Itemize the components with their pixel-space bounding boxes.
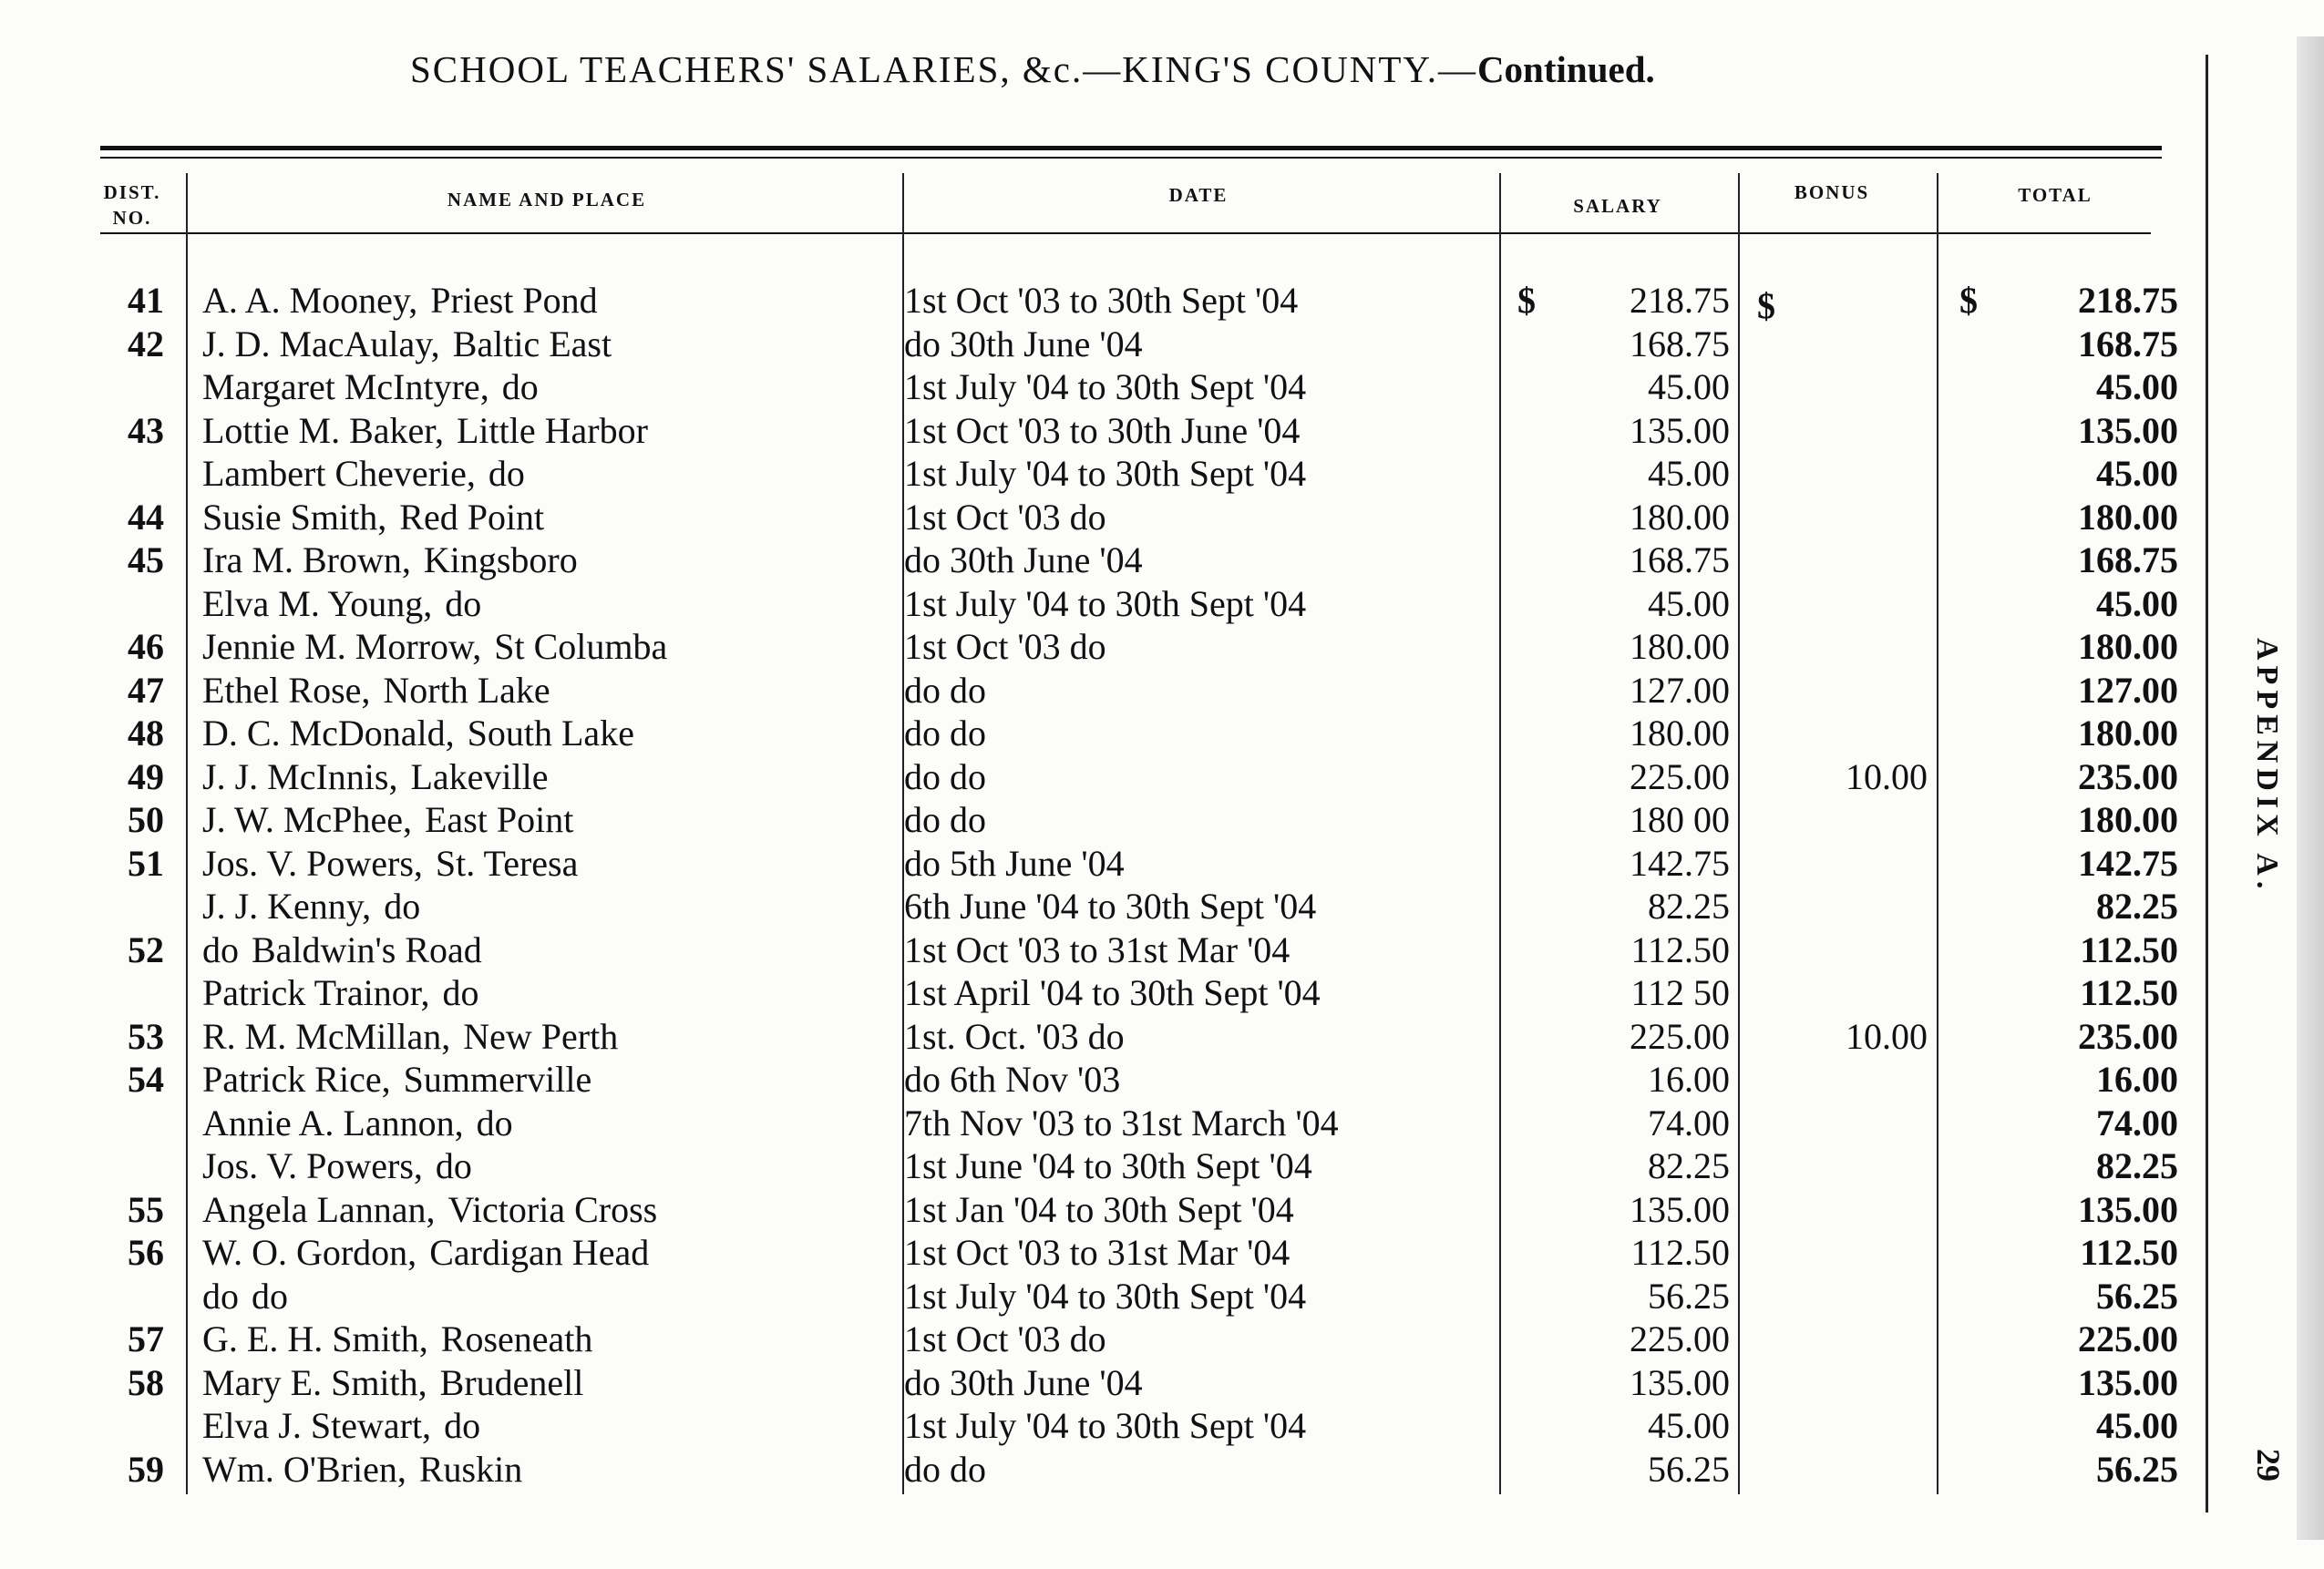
salary-amount: 142.75 <box>1630 842 1730 884</box>
table-row <box>0 1448 2206 1491</box>
district-number: 48 <box>128 713 164 754</box>
school-place: do <box>445 582 482 624</box>
column-header-name: NAME AND PLACE <box>447 189 647 210</box>
column-header-dist-line1: DIST. <box>103 181 161 203</box>
right-margin-rule <box>2206 55 2208 1513</box>
salary-amount: 56.25 <box>1648 1448 1730 1490</box>
date-range: 1st. Oct. '03 do <box>904 1015 1125 1057</box>
total-amount: 82.25 <box>2096 886 2178 927</box>
total-amount: 112.50 <box>2080 928 2178 970</box>
teacher-name-place <box>202 323 895 365</box>
teacher-name: Margaret McIntyre, <box>202 366 489 407</box>
total-amount: 135.00 <box>2078 1361 2178 1403</box>
salary-amount: 180.00 <box>1630 713 1730 754</box>
school-place: do <box>488 453 525 494</box>
school-place: Brudenell <box>439 1361 584 1403</box>
title-main: SCHOOL TEACHERS' SALARIES, &c.—KING'S COUNTY.— <box>410 48 1477 90</box>
date-range: 1st Oct '03 to 30th Sept '04 <box>904 280 1299 321</box>
salary-amount: 112.50 <box>1630 928 1730 970</box>
total-dollar-sign: $ <box>1959 280 1978 321</box>
total-amount: 127.00 <box>2078 669 2178 711</box>
salary-amount: 135.00 <box>1630 409 1730 451</box>
teacher-name-place <box>202 842 895 885</box>
teacher-name-place <box>202 1318 895 1360</box>
total-amount: 225.00 <box>2078 1318 2178 1359</box>
school-place: do <box>442 972 479 1013</box>
date-range: do 30th June '04 <box>904 323 1143 364</box>
column-header-date: DATE <box>1168 184 1229 206</box>
total-amount: 135.00 <box>2078 1188 2178 1230</box>
teacher-name-place <box>202 798 895 841</box>
teacher-name-place <box>202 1015 895 1058</box>
total-amount: 135.00 <box>2078 409 2178 451</box>
date-range: 1st July '04 to 30th Sept '04 <box>904 366 1307 407</box>
date-range: 1st June '04 to 30th Sept '04 <box>904 1145 1312 1186</box>
column-header-salary: SALARY <box>1573 195 1662 217</box>
teacher-name: G. E. H. Smith, <box>202 1318 428 1359</box>
teacher-name-place <box>202 1102 895 1144</box>
school-place: East Point <box>425 799 574 840</box>
date-range: do do <box>904 799 986 840</box>
school-place: St. Teresa <box>435 842 579 884</box>
table-row <box>0 409 2206 452</box>
total-amount: 74.00 <box>2096 1102 2178 1143</box>
school-place: do <box>501 366 539 407</box>
date-range: 1st Oct '03 to 30th June '04 <box>904 409 1301 451</box>
salary-amount: 16.00 <box>1648 1059 1730 1100</box>
teacher-name: Jennie M. Morrow, <box>202 626 482 667</box>
bonus-amount: 10.00 <box>1846 755 1928 797</box>
total-amount: 82.25 <box>2096 1145 2178 1186</box>
teacher-name: J. J. Kenny, <box>202 886 372 927</box>
teacher-name: Wm. O'Brien, <box>202 1448 406 1490</box>
teacher-name-place <box>202 538 895 581</box>
total-amount: 235.00 <box>2078 1015 2178 1057</box>
salary-amount: 225.00 <box>1630 1318 1730 1359</box>
page-number: 29 <box>2250 1449 2287 1482</box>
total-amount: 180.00 <box>2078 626 2178 667</box>
table-row <box>0 1318 2206 1360</box>
table-row <box>0 798 2206 841</box>
school-place: Summerville <box>403 1059 592 1100</box>
table-row <box>0 1275 2206 1318</box>
school-place: Baldwin's Road <box>252 928 482 970</box>
salary-amount: 127.00 <box>1630 669 1730 711</box>
date-range: 1st July '04 to 30th Sept '04 <box>904 1405 1307 1446</box>
salary-amount: 135.00 <box>1630 1361 1730 1403</box>
school-place: Baltic East <box>452 323 612 364</box>
total-amount: 180.00 <box>2078 713 2178 754</box>
date-range: 1st Jan '04 to 30th Sept '04 <box>904 1188 1294 1230</box>
district-number: 52 <box>128 928 164 970</box>
teacher-name-place <box>202 279 895 322</box>
total-amount: 235.00 <box>2078 755 2178 797</box>
teacher-name-place <box>202 712 895 754</box>
teacher-name: Elva M. Young, <box>202 582 433 624</box>
salary-amount: 45.00 <box>1648 453 1730 494</box>
teacher-name-place <box>202 971 895 1014</box>
table-row <box>0 1015 2206 1058</box>
district-number: 51 <box>128 842 164 884</box>
column-header-total: TOTAL <box>2018 184 2093 206</box>
date-range: 1st Oct '03 do <box>904 496 1106 538</box>
teacher-name: J. J. McInnis, <box>202 755 398 797</box>
teacher-name: do <box>202 1275 239 1317</box>
school-place: Priest Pond <box>430 280 598 321</box>
total-amount: 180.00 <box>2078 799 2178 840</box>
date-range: 7th Nov '03 to 31st March '04 <box>904 1102 1339 1143</box>
school-place: New Perth <box>463 1015 619 1057</box>
school-place: do <box>476 1102 513 1143</box>
teacher-name: Lambert Cheverie, <box>202 453 476 494</box>
salary-amount: 45.00 <box>1648 1405 1730 1446</box>
top-rule-thick <box>100 146 2162 150</box>
district-number: 50 <box>128 799 164 840</box>
salary-amount: 168.75 <box>1630 323 1730 364</box>
teacher-name-place <box>202 1188 895 1231</box>
district-number: 54 <box>128 1059 164 1100</box>
teacher-name: Patrick Rice, <box>202 1059 391 1100</box>
school-place: South Lake <box>467 713 634 754</box>
date-range: do do <box>904 713 986 754</box>
appendix-label: APPENDIX A. <box>2250 638 2284 895</box>
table-row <box>0 885 2206 928</box>
teacher-name-place <box>202 1231 895 1274</box>
teacher-name-place <box>202 1448 895 1491</box>
table-row <box>0 1188 2206 1231</box>
salary-amount: 45.00 <box>1648 366 1730 407</box>
school-place: Cardigan Head <box>429 1232 650 1273</box>
district-number: 59 <box>128 1448 164 1490</box>
district-number: 43 <box>128 409 164 451</box>
date-range: 1st July '04 to 30th Sept '04 <box>904 453 1307 494</box>
district-number: 46 <box>128 626 164 667</box>
district-number: 57 <box>128 1318 164 1359</box>
total-amount: 45.00 <box>2096 582 2178 624</box>
table-row <box>0 928 2206 971</box>
total-amount: 168.75 <box>2078 323 2178 364</box>
total-amount: 45.00 <box>2096 366 2178 407</box>
teacher-name: W. O. Gordon, <box>202 1232 417 1273</box>
total-amount: 112.50 <box>2080 1232 2178 1273</box>
teacher-name: Ira M. Brown, <box>202 539 411 580</box>
teacher-name-place <box>202 452 895 495</box>
teacher-name: R. M. McMillan, <box>202 1015 451 1057</box>
teacher-name: Annie A. Lannon, <box>202 1102 464 1143</box>
school-place: do <box>384 886 421 927</box>
teacher-name-place <box>202 928 895 971</box>
teacher-name-place <box>202 496 895 538</box>
total-amount: 45.00 <box>2096 453 2178 494</box>
teacher-name-place <box>202 669 895 712</box>
header-bottom-rule <box>100 232 2151 234</box>
district-number: 49 <box>128 755 164 797</box>
salary-amount: 112.50 <box>1630 1232 1730 1273</box>
district-number: 47 <box>128 669 164 711</box>
total-amount: 112.50 <box>2080 972 2178 1013</box>
salary-amount: 112 50 <box>1630 972 1730 1013</box>
table-row <box>0 971 2206 1014</box>
date-range: 6th June '04 to 30th Sept '04 <box>904 886 1317 927</box>
district-number: 58 <box>128 1361 164 1403</box>
teacher-name-place <box>202 885 895 928</box>
teacher-name: do <box>202 928 239 970</box>
school-place: do <box>435 1145 472 1186</box>
title-continued: Continued. <box>1476 48 1655 90</box>
total-amount: 142.75 <box>2078 842 2178 884</box>
total-amount: 56.25 <box>2096 1275 2178 1317</box>
teacher-name: Jos. V. Powers, <box>202 1145 423 1186</box>
salary-amount: 45.00 <box>1648 582 1730 624</box>
teacher-name-place <box>202 409 895 452</box>
teacher-name-place <box>202 1361 895 1404</box>
salary-amount: 225.00 <box>1630 755 1730 797</box>
table-row <box>0 452 2206 495</box>
salary-amount: 168.75 <box>1630 539 1730 580</box>
table-row <box>0 1144 2206 1187</box>
date-range: do 30th June '04 <box>904 1361 1143 1403</box>
district-number: 42 <box>128 323 164 364</box>
table-row <box>0 712 2206 754</box>
school-place: Lakeville <box>410 755 549 797</box>
teacher-name-place <box>202 1275 895 1318</box>
salary-amount: 82.25 <box>1648 886 1730 927</box>
total-amount: 16.00 <box>2096 1059 2178 1100</box>
district-number: 45 <box>128 539 164 580</box>
teacher-name: Lottie M. Baker, <box>202 409 444 451</box>
school-place: Kingsboro <box>423 539 578 580</box>
school-place: St Columba <box>494 626 668 667</box>
table-row <box>0 279 2206 322</box>
district-number: 56 <box>128 1232 164 1273</box>
table-row <box>0 323 2206 365</box>
date-range: 1st Oct '03 to 31st Mar '04 <box>904 928 1291 970</box>
teacher-name: Susie Smith, <box>202 496 387 538</box>
table-row <box>0 1404 2206 1447</box>
teacher-name-place <box>202 365 895 408</box>
table-row <box>0 1058 2206 1101</box>
school-place: Victoria Cross <box>447 1188 658 1230</box>
bonus-dollar-sign: $ <box>1757 285 1775 326</box>
teacher-name-place <box>202 755 895 798</box>
table-row <box>0 1102 2206 1144</box>
table-row <box>0 755 2206 798</box>
school-place: Little Harbor <box>457 409 648 451</box>
teacher-name: J. D. MacAulay, <box>202 323 440 364</box>
district-number: 44 <box>128 496 164 538</box>
district-number: 53 <box>128 1015 164 1057</box>
salary-amount: 218.75 <box>1630 280 1730 321</box>
teacher-name-place <box>202 1144 895 1187</box>
school-place: Red Point <box>399 496 545 538</box>
table-row <box>0 842 2206 885</box>
column-header-dist <box>91 179 173 231</box>
teacher-name-place <box>202 1058 895 1101</box>
teacher-name: Patrick Trainor, <box>202 972 430 1013</box>
teacher-name: Elva J. Stewart, <box>202 1405 432 1446</box>
total-amount: 218.75 <box>2078 280 2178 321</box>
school-place: do <box>252 1275 288 1317</box>
salary-amount: 82.25 <box>1648 1145 1730 1186</box>
scan-edge-shadow <box>2297 36 2324 1540</box>
date-range: do 5th June '04 <box>904 842 1125 884</box>
teacher-name-place <box>202 582 895 625</box>
school-place: do <box>444 1405 481 1446</box>
total-amount: 168.75 <box>2078 539 2178 580</box>
date-range: do 6th Nov '03 <box>904 1059 1121 1100</box>
date-range: 1st Oct '03 to 31st Mar '04 <box>904 1232 1291 1273</box>
teacher-name-place <box>202 625 895 668</box>
table-row <box>0 625 2206 668</box>
date-range: do do <box>904 755 986 797</box>
salary-amount: 74.00 <box>1648 1102 1730 1143</box>
salary-amount: 135.00 <box>1630 1188 1730 1230</box>
table-row <box>0 1361 2206 1404</box>
teacher-name: Angela Lannan, <box>202 1188 436 1230</box>
date-range: do do <box>904 1448 986 1490</box>
date-range: 1st Oct '03 do <box>904 1318 1106 1359</box>
district-number: 55 <box>128 1188 164 1230</box>
teacher-name: Ethel Rose, <box>202 669 371 711</box>
date-range: 1st Oct '03 do <box>904 626 1106 667</box>
date-range: do 30th June '04 <box>904 539 1143 580</box>
school-place: North Lake <box>383 669 550 711</box>
salary-amount: 56.25 <box>1648 1275 1730 1317</box>
salary-amount: 180.00 <box>1630 496 1730 538</box>
table-row <box>0 582 2206 625</box>
date-range: 1st July '04 to 30th Sept '04 <box>904 1275 1307 1317</box>
teacher-name: J. W. McPhee, <box>202 799 412 840</box>
bonus-amount: 10.00 <box>1846 1015 1928 1057</box>
teacher-name: A. A. Mooney, <box>202 280 418 321</box>
district-number: 41 <box>128 280 164 321</box>
teacher-name-place <box>202 1404 895 1447</box>
date-range: 1st July '04 to 30th Sept '04 <box>904 582 1307 624</box>
salary-dollar-sign: $ <box>1517 280 1536 321</box>
top-rule-thin <box>100 157 2162 159</box>
salary-amount: 180.00 <box>1630 626 1730 667</box>
school-place: Ruskin <box>418 1448 523 1490</box>
total-amount: 45.00 <box>2096 1405 2178 1446</box>
date-range: 1st April '04 to 30th Sept '04 <box>904 972 1321 1013</box>
table-row <box>0 1231 2206 1274</box>
column-header-dist-line2: NO. <box>112 207 152 229</box>
salary-amount: 180 00 <box>1630 799 1730 840</box>
teacher-name: D. C. McDonald, <box>202 713 455 754</box>
table-row <box>0 538 2206 581</box>
total-amount: 56.25 <box>2096 1448 2178 1490</box>
column-header-bonus: BONUS <box>1794 181 1870 203</box>
table-row <box>0 496 2206 538</box>
salary-amount: 225.00 <box>1630 1015 1730 1057</box>
table-row <box>0 365 2206 408</box>
table-row <box>0 669 2206 712</box>
date-range: do do <box>904 669 986 711</box>
total-amount: 180.00 <box>2078 496 2178 538</box>
teacher-name: Jos. V. Powers, <box>202 842 423 884</box>
page-title <box>410 47 1914 91</box>
school-place: Roseneath <box>440 1318 593 1359</box>
teacher-name: Mary E. Smith, <box>202 1361 427 1403</box>
